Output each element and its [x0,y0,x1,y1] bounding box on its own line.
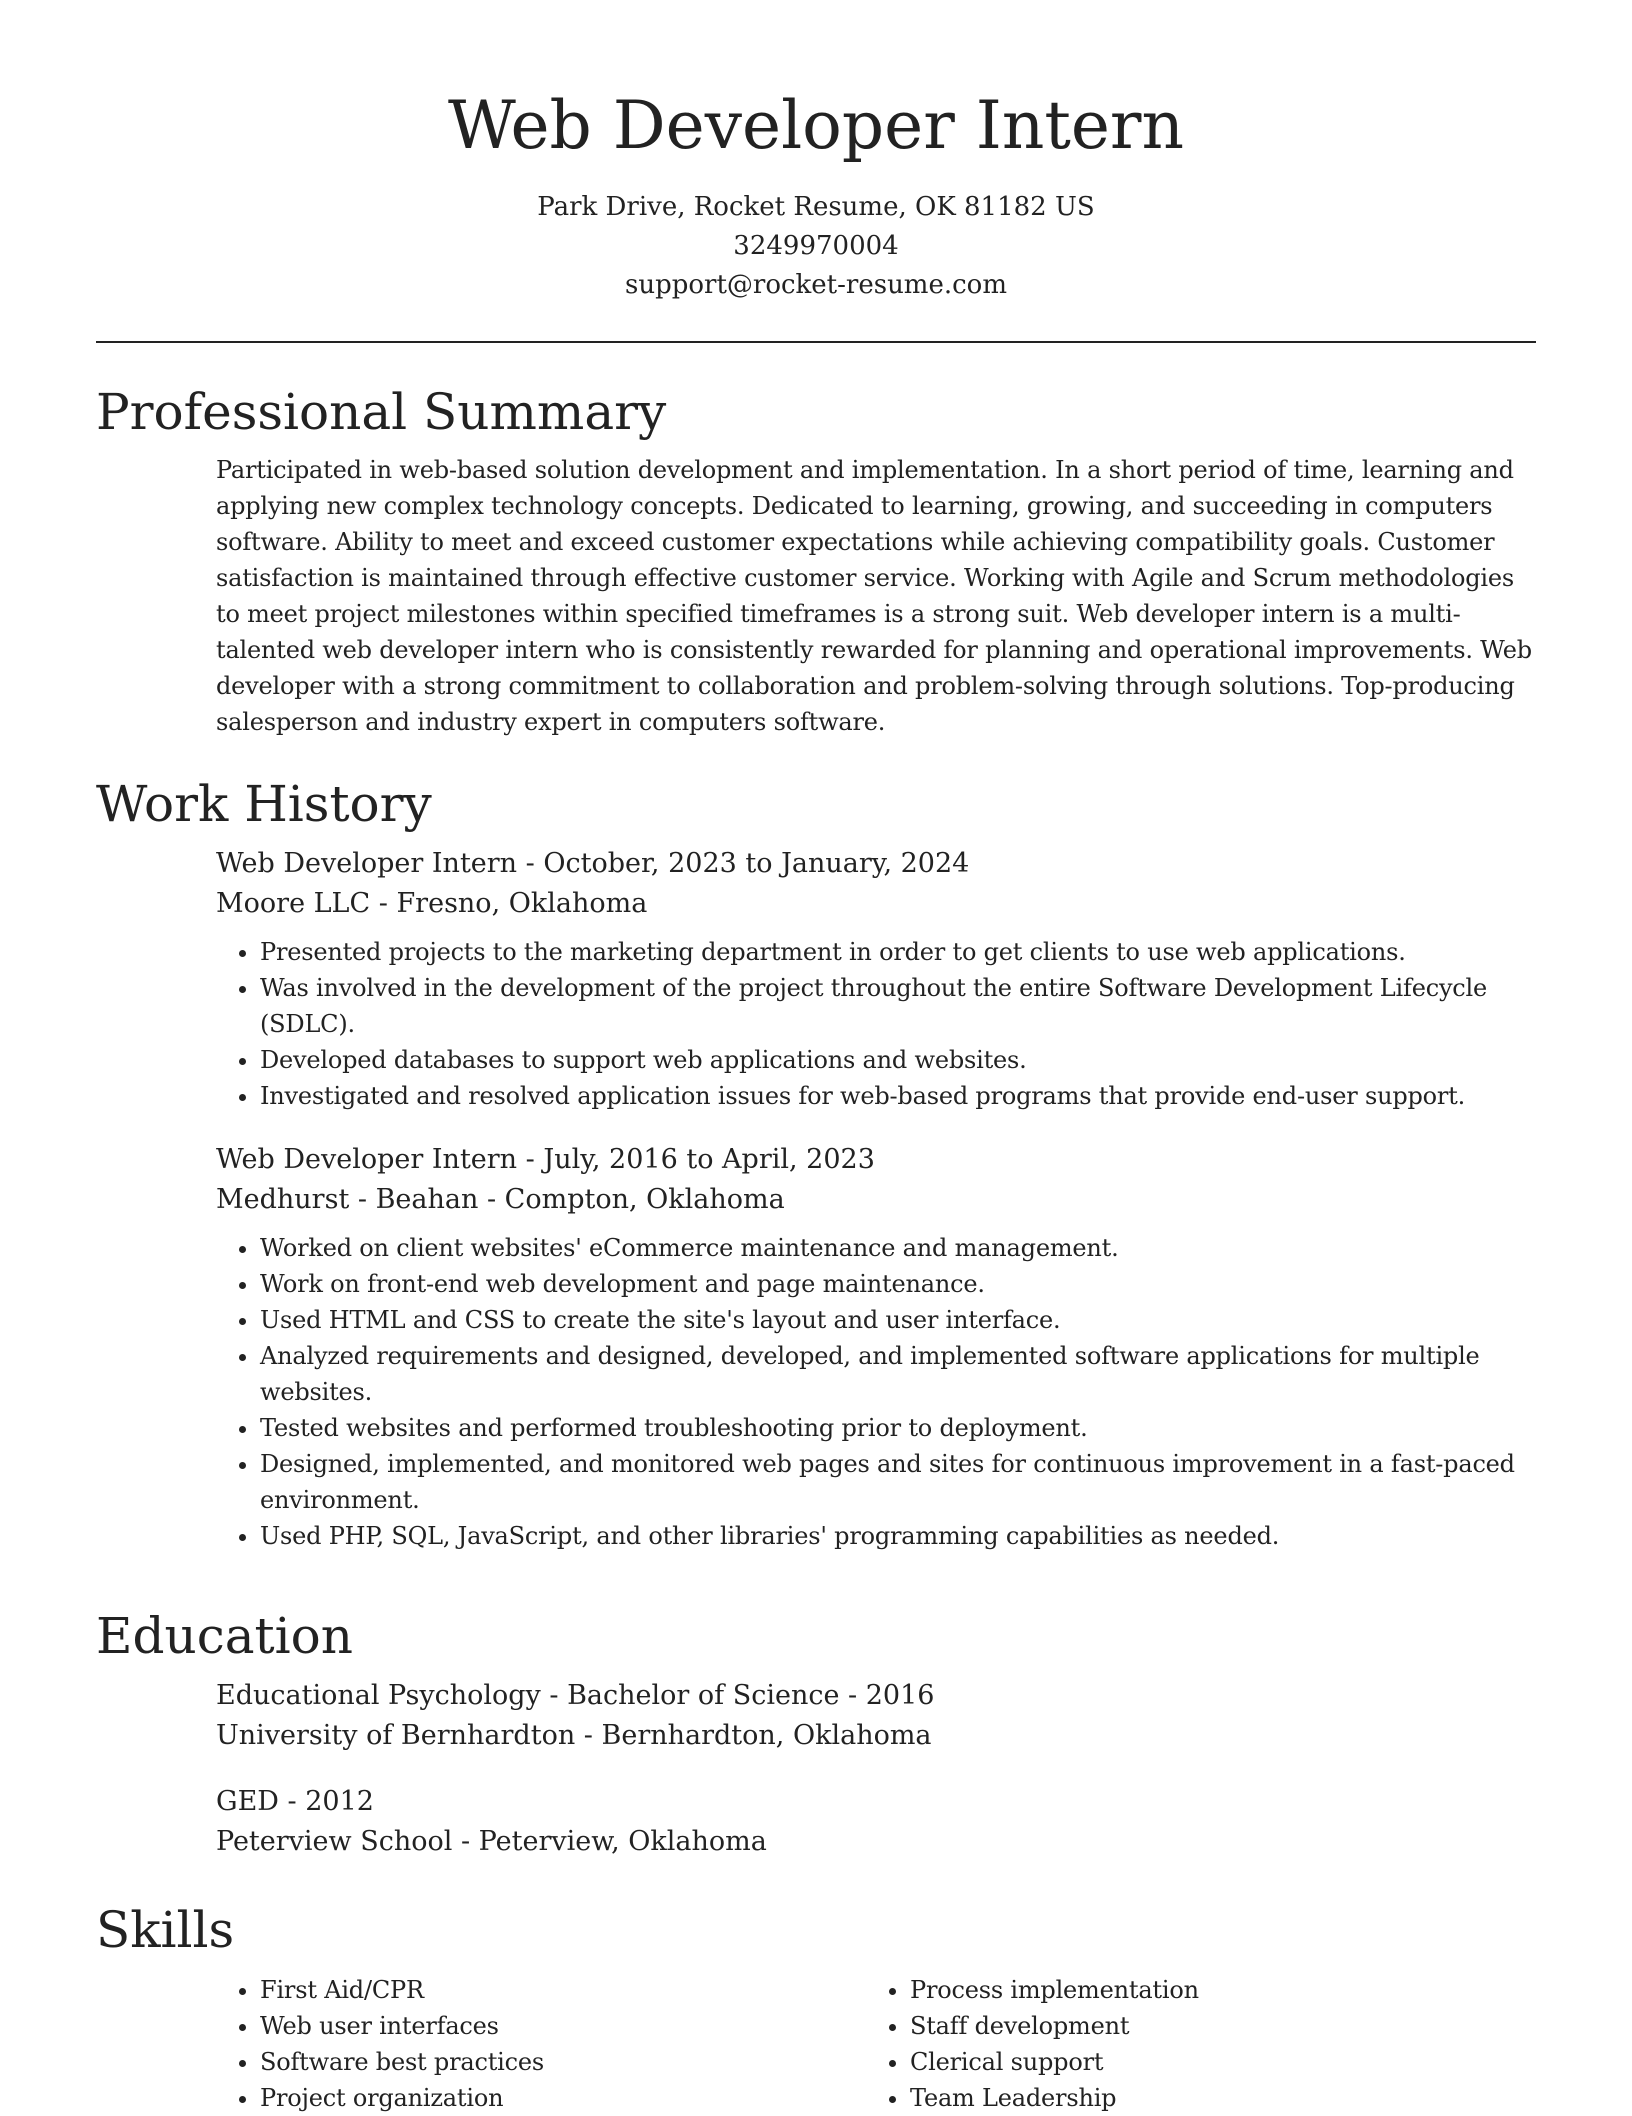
job-company: Moore LLC [216,888,371,919]
job-bullet: • Investigated and resolved application issues for web-based programs that provide end-user support. [260,1078,1536,1114]
summary-title: Professional Summary [96,383,667,441]
education-location: - Bernhardton, Oklahoma [575,1720,932,1751]
work-history-title: Work History [96,775,432,833]
education-school: University of Bernhardton [216,1720,576,1751]
education-entry [216,1676,1536,1756]
address: Park Drive, Rocket Resume, OK 81182 US [537,192,1095,222]
education-degree: GED [216,1786,279,1817]
education-title: Education [96,1607,353,1665]
job-role: Web Developer Intern [216,1144,518,1175]
education-school: Peterview School [216,1826,453,1857]
job-title-line [216,844,1536,884]
skill-item: • Software best practices [260,2044,866,2080]
candidate-name: Web Developer Intern [448,87,1184,164]
summary-text: Participated in web-based solution development and implementation. In a short period of time, learning and applying new complex technology concepts. Dedicated to learning, growing, and succeeding in computers software. Ability to meet and exceed customer expectations while achieving compatibility goals. Customer satisfaction is maintained through effective customer service. Working with Agile and Scrum methodologies to meet project milestones within specified timeframes is a strong suit. Web developer intern is a multi-talented web developer intern who is consistently rewarded for planning and operational improvements. Web developer with a strong commitment to collaboration and problem-solving through solutions. Top-producing salesperson and industry expert in computers software. [216,456,1532,736]
skills-columns [216,1962,1536,2116]
job-bullet: • Work on front-end web development and page maintenance. [260,1266,1536,1302]
job-bullet: • Developed databases to support web applications and websites. [260,1042,1536,1078]
job-location: - Compton, Oklahoma [478,1184,785,1215]
skill-item: • Team Leadership [910,2080,1516,2116]
skills-list [866,1972,1516,2116]
skill-item: • Project organization [260,2080,866,2116]
job-bullet: • Presented projects to the marketing department in order to get clients to use web applications. [260,934,1536,970]
summary-section [96,380,1536,740]
education-year: - 2016 [839,1680,935,1711]
education-degree-line [216,1676,1536,1716]
education-school-line [216,1716,1536,1756]
phone: 3249970004 [733,231,899,261]
job-bullet: • Worked on client websites' eCommerce maintenance and management. [260,1230,1536,1266]
job-bullet: • Tested websites and performed troubleshooting prior to deployment. [260,1410,1536,1446]
job-bullets [216,934,1536,1114]
job-bullet: • Was involved in the development of the project throughout the entire Software Development Lifecycle (SDLC). [260,970,1536,1042]
education-degree: Educational Psychology - Bachelor of Science [216,1680,840,1711]
job-location: - Fresno, Oklahoma [370,888,648,919]
education-year: - 2012 [278,1786,374,1817]
header-divider [96,341,1536,343]
work-history-section [96,772,1536,1580]
skills-section [96,1898,1536,2116]
job-company: Medhurst - Beahan [216,1184,479,1215]
job-role: Web Developer Intern [216,848,518,879]
skills-column-right [866,1962,1516,2116]
job-bullet: • Used PHP, SQL, JavaScript, and other libraries' programming capabilities as needed. [260,1518,1536,1554]
resume-header [96,78,1536,305]
skills-column-left [216,1962,866,2116]
email: support@rocket-resume.com [624,270,1007,300]
skill-item: • Clerical support [910,2044,1516,2080]
education-school-line [216,1822,1536,1862]
skill-item: • First Aid/CPR [260,1972,866,2008]
skills-title: Skills [96,1901,235,1959]
job-bullet: • Analyzed requirements and designed, developed, and implemented software applications for multiple websites. [260,1338,1536,1410]
job-company-line [216,1180,1536,1220]
job-dates: - July, 2016 to April, 2023 [517,1144,875,1175]
skills-list [216,1972,866,2116]
skill-item: • Web user interfaces [260,2008,866,2044]
skill-item: • Staff development [910,2008,1516,2044]
skill-item: • Process implementation [910,1972,1516,2008]
education-entry [216,1782,1536,1862]
education-location: - Peterview, Oklahoma [452,1826,767,1857]
job-entry [216,1140,1536,1554]
job-bullet: • Used HTML and CSS to create the site's layout and user interface. [260,1302,1536,1338]
job-dates: - October, 2023 to January, 2024 [517,848,970,879]
education-degree-line [216,1782,1536,1822]
job-bullets [216,1230,1536,1554]
job-bullet: • Designed, implemented, and monitored web pages and sites for continuous improvement in a fast-paced environment. [260,1446,1536,1518]
job-company-line [216,884,1536,924]
job-entry [216,844,1536,1114]
job-title-line [216,1140,1536,1180]
education-section [96,1604,1536,1888]
